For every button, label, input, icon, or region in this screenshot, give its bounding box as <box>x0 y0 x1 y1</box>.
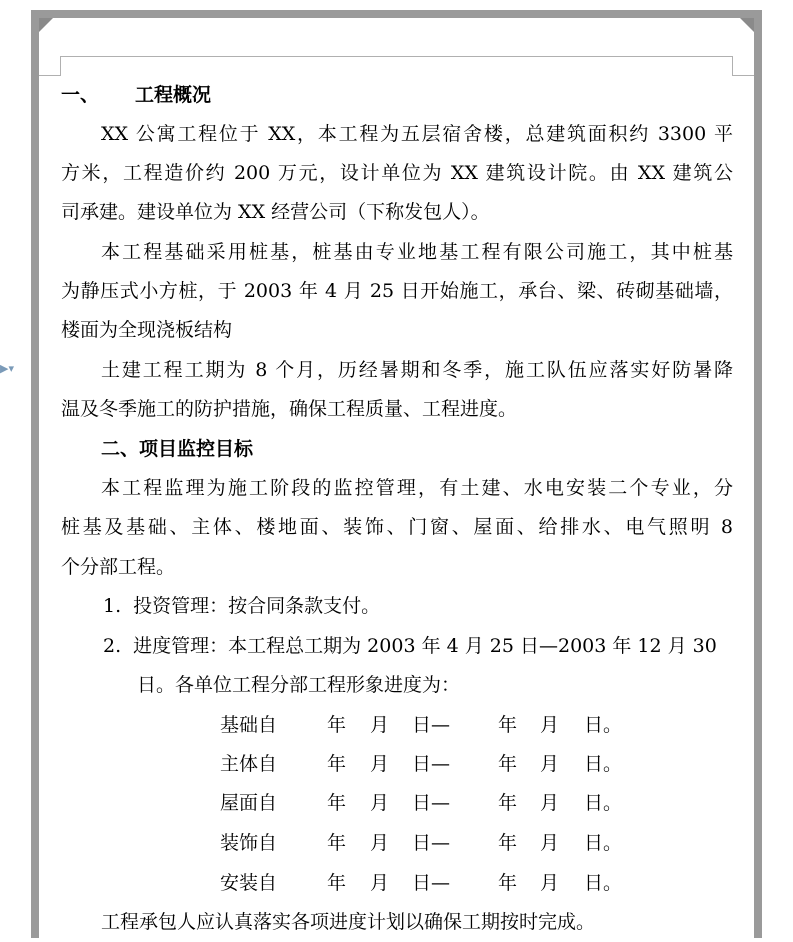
section1-heading-text: 工程概况 <box>135 84 212 106</box>
schedule-day-start: 日— <box>412 753 451 775</box>
schedule-day-start: 日— <box>412 832 451 854</box>
schedule-month-start: 月 <box>370 792 390 814</box>
window-background-right <box>762 0 793 938</box>
paragraph-line: 个分部工程。 <box>61 556 176 578</box>
schedule-year-end: 年 <box>498 792 518 814</box>
window-background-left <box>0 0 31 938</box>
schedule-year-end: 年 <box>498 714 518 736</box>
page-shadow-top <box>31 10 762 18</box>
paragraph-line: 司承建。建设单位为 XX 经营公司（下称发包人）。 <box>61 201 490 223</box>
schedule-year-end: 年 <box>498 872 518 894</box>
list-number: 2. <box>103 635 122 657</box>
schedule-item-name: 主体自 <box>220 753 278 775</box>
schedule-day-start: 日— <box>412 872 451 894</box>
page-corner-top-left <box>39 18 53 32</box>
schedule-day-start: 日— <box>412 792 451 814</box>
schedule-month-start: 月 <box>370 753 390 775</box>
list-text: 投资管理：按合同条款支付。 <box>133 595 381 617</box>
paragraph-line: 方米，工程造价约 200 万元，设计单位为 XX 建筑设计院。由 XX 建筑公 <box>61 162 733 184</box>
text-margin-guide-right <box>732 56 733 76</box>
schedule-month-end: 月 <box>540 753 560 775</box>
schedule-item-name: 基础自 <box>220 714 278 736</box>
schedule-item-name: 装饰自 <box>220 832 278 854</box>
schedule-year-start: 年 <box>327 753 347 775</box>
schedule-year-start: 年 <box>327 832 347 854</box>
schedule-day-end: 日。 <box>584 753 623 775</box>
closing-paragraph: 工程承包人应认真落实各项进度计划以确保工期按时完成。 <box>101 911 596 933</box>
schedule-year-start: 年 <box>327 714 347 736</box>
schedule-item-name: 安装自 <box>220 872 278 894</box>
paragraph-line: 为静压式小方桩，于 2003 年 4 月 25 日开始施工，承台、梁、砖砌基础墙， <box>61 280 733 302</box>
page-shadow-right <box>754 10 762 938</box>
list-number: 1. <box>103 595 122 617</box>
list-item-2-continued: 日。各单位工程分部工程形象进度为： <box>137 674 461 696</box>
page-corner-top-right <box>740 18 754 32</box>
schedule-month-end: 月 <box>540 872 560 894</box>
window-background-top <box>0 0 793 10</box>
paragraph-line: 温及冬季施工的防护措施，确保工程质量、工程进度。 <box>61 398 518 420</box>
schedule-day-end: 日。 <box>584 792 623 814</box>
schedule-year-end: 年 <box>498 832 518 854</box>
paragraph-line: XX 公寓工程位于 XX，本工程为五层宿舍楼，总建筑面积约 3300 平 <box>101 123 733 145</box>
paragraph-line: 土建工程工期为 8 个月，历经暑期和冬季，施工队伍应落实好防暑降 <box>101 359 733 381</box>
paragraph-line: 桩基及基础、主体、楼地面、装饰、门窗、屋面、给排水、电气照明 8 <box>61 516 733 538</box>
page-shadow-left <box>31 10 39 938</box>
paragraph-line: 本工程基础采用桩基，桩基由专业地基工程有限公司施工，其中桩基 <box>101 241 733 263</box>
schedule-year-start: 年 <box>327 792 347 814</box>
schedule-month-start: 月 <box>370 832 390 854</box>
schedule-day-end: 日。 <box>584 832 623 854</box>
schedule-month-end: 月 <box>540 832 560 854</box>
schedule-day-start: 日— <box>412 714 451 736</box>
paragraph-anchor-icon[interactable]: ▶▾ <box>0 362 14 375</box>
text-margin-guide-left <box>60 56 61 76</box>
schedule-month-start: 月 <box>370 872 390 894</box>
text-margin-guide-top <box>60 56 733 57</box>
schedule-month-end: 月 <box>540 714 560 736</box>
list-item-1 <box>103 587 380 626</box>
section1-heading-number: 一、 <box>61 84 100 106</box>
schedule-month-end: 月 <box>540 792 560 814</box>
section1-heading <box>61 76 211 115</box>
schedule-day-end: 日。 <box>584 714 623 736</box>
schedule-month-start: 月 <box>370 714 390 736</box>
schedule-year-end: 年 <box>498 753 518 775</box>
paragraph-line: 本工程监理为施工阶段的监控管理，有土建、水电安装二个专业，分 <box>101 477 733 499</box>
schedule-day-end: 日。 <box>584 872 623 894</box>
schedule-year-start: 年 <box>327 872 347 894</box>
paragraph-line: 楼面为全现浇板结构 <box>61 319 233 341</box>
text-margin-guide-right-h <box>732 75 754 76</box>
section2-heading: 二、项目监控目标 <box>101 438 254 460</box>
list-item-2 <box>103 627 733 666</box>
text-margin-guide-left-h <box>39 75 61 76</box>
schedule-item-name: 屋面自 <box>220 792 278 814</box>
list-text: 进度管理：本工程总工期为 2003 年 4 月 25 日—2003 年 12 月 30 <box>133 635 717 657</box>
